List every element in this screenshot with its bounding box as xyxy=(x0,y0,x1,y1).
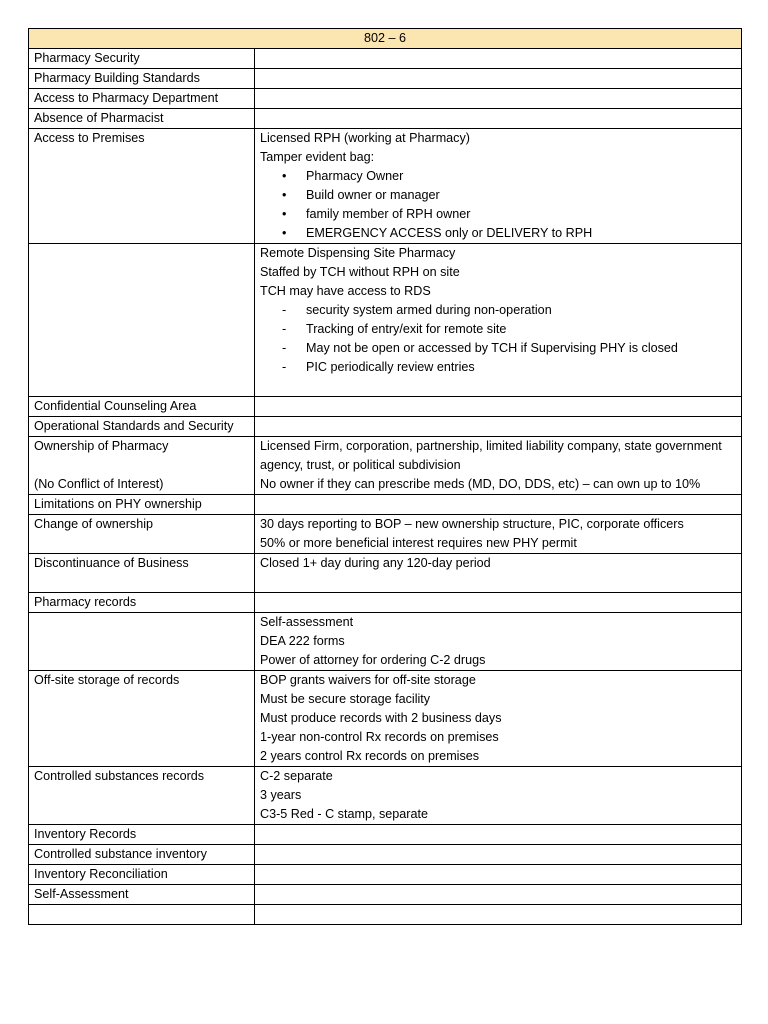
list-item xyxy=(260,224,736,243)
row-label-cell xyxy=(29,767,255,825)
table-row xyxy=(29,417,742,437)
list-item-text: Build owner or manager xyxy=(306,188,440,202)
row-label: Discontinuance of Business xyxy=(34,556,189,570)
content-line: Licensed Firm, corporation, partnership, limited liability company, state government agency, trust, or political subdivision xyxy=(260,439,722,472)
content-line: Must produce records with 2 business days xyxy=(260,711,502,725)
table-row xyxy=(29,69,742,89)
row-label-cell xyxy=(29,397,255,417)
content-line: Power of attorney for ordering C-2 drugs xyxy=(260,653,486,667)
row-label-cell xyxy=(29,845,255,865)
list-item-text: EMERGENCY ACCESS only or DELIVERY to RPH xyxy=(306,226,593,240)
row-content-cell xyxy=(255,495,742,515)
dash-icon: - xyxy=(282,303,287,317)
content-line: Self-assessment xyxy=(260,615,354,629)
table-row xyxy=(29,244,742,397)
table-row xyxy=(29,767,742,825)
dash-icon: - xyxy=(282,341,287,355)
content-line: DEA 222 forms xyxy=(260,634,345,648)
table-row xyxy=(29,671,742,767)
table-row xyxy=(29,437,742,495)
list-item-text: PIC periodically review entries xyxy=(306,360,475,374)
table-row xyxy=(29,109,742,129)
list-item xyxy=(260,301,736,320)
row-label: Confidential Counseling Area xyxy=(34,399,197,413)
content-line: TCH may have access to RDS xyxy=(260,284,431,298)
row-label-cell xyxy=(29,495,255,515)
content-line: BOP grants waivers for off-site storage xyxy=(260,673,476,687)
row-label: Absence of Pharmacist xyxy=(34,111,164,125)
row-label-cell xyxy=(29,825,255,845)
row-label-cell xyxy=(29,437,255,495)
list-item-text: May not be open or accessed by TCH if Supervising PHY is closed xyxy=(306,341,678,355)
table-title: 802 – 6 xyxy=(29,29,742,49)
row-content-cell xyxy=(255,129,742,244)
list-item xyxy=(260,186,736,205)
list-item xyxy=(260,358,736,377)
row-label-cell xyxy=(29,613,255,671)
row-label: Operational Standards and Security xyxy=(34,419,234,433)
list-item xyxy=(260,339,736,358)
table-row xyxy=(29,49,742,69)
row-content-cell xyxy=(255,417,742,437)
row-label: Change of ownership xyxy=(34,517,154,531)
row-label-cell xyxy=(29,129,255,244)
table-row xyxy=(29,885,742,905)
table-row xyxy=(29,865,742,885)
content-line: 50% or more beneficial interest requires new PHY permit xyxy=(260,536,577,550)
table-row xyxy=(29,613,742,671)
row-label: Inventory Reconciliation xyxy=(34,867,168,881)
row-label-cell xyxy=(29,865,255,885)
row-content-cell xyxy=(255,437,742,495)
content-line: Staffed by TCH without RPH on site xyxy=(260,265,460,279)
table-row xyxy=(29,554,742,593)
table-row xyxy=(29,515,742,554)
dash-icon: - xyxy=(282,322,287,336)
row-label: Controlled substances records xyxy=(34,769,205,783)
row-content-cell xyxy=(255,767,742,825)
list-item-text: Pharmacy Owner xyxy=(306,169,404,183)
content-line: Remote Dispensing Site Pharmacy xyxy=(260,246,456,260)
content-line: No owner if they can prescribe meds (MD, DO, DDS, etc) – can own up to 10% xyxy=(260,477,701,491)
row-content-cell xyxy=(255,825,742,845)
row-content-cell xyxy=(255,885,742,905)
content-line: 1-year non-control Rx records on premises xyxy=(260,730,499,744)
row-label: Ownership of Pharmacy xyxy=(34,439,169,453)
table-header-row xyxy=(29,29,742,49)
row-content-cell xyxy=(255,554,742,593)
bullet-icon: • xyxy=(282,169,287,183)
list-item-text: Tracking of entry/exit for remote site xyxy=(306,322,507,336)
row-label-cell xyxy=(29,554,255,593)
bullet-icon: • xyxy=(282,226,287,240)
content-line: C-2 separate xyxy=(260,769,333,783)
content-line: Tamper evident bag: xyxy=(260,150,375,164)
row-content-cell xyxy=(255,397,742,417)
list-item xyxy=(260,320,736,339)
row-label: Access to Pharmacy Department xyxy=(34,91,219,105)
bullet-icon: • xyxy=(282,188,287,202)
row-label-cell xyxy=(29,885,255,905)
document-table xyxy=(28,28,742,925)
row-content-cell xyxy=(255,905,742,925)
row-label: Pharmacy records xyxy=(34,595,137,609)
table-row xyxy=(29,397,742,417)
row-content-cell xyxy=(255,845,742,865)
row-label: Self-Assessment xyxy=(34,887,129,901)
content-line: C3-5 Red - C stamp, separate xyxy=(260,807,428,821)
content-line: 30 days reporting to BOP – new ownership structure, PIC, corporate officers xyxy=(260,517,684,531)
table-row xyxy=(29,593,742,613)
row-content-cell xyxy=(255,49,742,69)
dash-icon: - xyxy=(282,360,287,374)
row-content-cell xyxy=(255,593,742,613)
list-item-text: family member of RPH owner xyxy=(306,207,471,221)
row-content-cell xyxy=(255,613,742,671)
row-label-cell xyxy=(29,89,255,109)
row-label: Off-site storage of records xyxy=(34,673,180,687)
row-label-cell xyxy=(29,109,255,129)
row-label-cell xyxy=(29,244,255,397)
row-label-cell xyxy=(29,49,255,69)
row-content-cell xyxy=(255,109,742,129)
table-row xyxy=(29,129,742,244)
row-label: Controlled substance inventory xyxy=(34,847,207,861)
row-label-cell xyxy=(29,515,255,554)
row-label: Inventory Records xyxy=(34,827,137,841)
row-content-cell xyxy=(255,244,742,397)
row-content-cell xyxy=(255,89,742,109)
row-label xyxy=(34,456,249,475)
table-row xyxy=(29,825,742,845)
list-item xyxy=(260,167,736,186)
table-row xyxy=(29,89,742,109)
row-label: (No Conflict of Interest) xyxy=(34,477,164,491)
list-item xyxy=(260,205,736,224)
bullet-icon: • xyxy=(282,207,287,221)
row-label: Access to Premises xyxy=(34,131,145,145)
list-item-text: security system armed during non-operation xyxy=(306,303,552,317)
row-content-cell xyxy=(255,69,742,89)
content-line: Must be secure storage facility xyxy=(260,692,431,706)
row-content-cell xyxy=(255,515,742,554)
table-row xyxy=(29,845,742,865)
content-line: Licensed RPH (working at Pharmacy) xyxy=(260,131,470,145)
row-content-cell xyxy=(255,865,742,885)
row-label-cell xyxy=(29,671,255,767)
row-label-cell xyxy=(29,417,255,437)
row-label: Limitations on PHY ownership xyxy=(34,497,202,511)
content-line: 2 years control Rx records on premises xyxy=(260,749,480,763)
row-label-cell xyxy=(29,593,255,613)
row-label-cell xyxy=(29,905,255,925)
table-body xyxy=(29,49,742,925)
table-row xyxy=(29,495,742,515)
row-label-cell xyxy=(29,69,255,89)
content-line: Closed 1+ day during any 120-day period xyxy=(260,556,491,570)
row-content-cell xyxy=(255,671,742,767)
row-label: Pharmacy Security xyxy=(34,51,140,65)
content-line: 3 years xyxy=(260,788,302,802)
table-row xyxy=(29,905,742,925)
row-label: Pharmacy Building Standards xyxy=(34,71,200,85)
